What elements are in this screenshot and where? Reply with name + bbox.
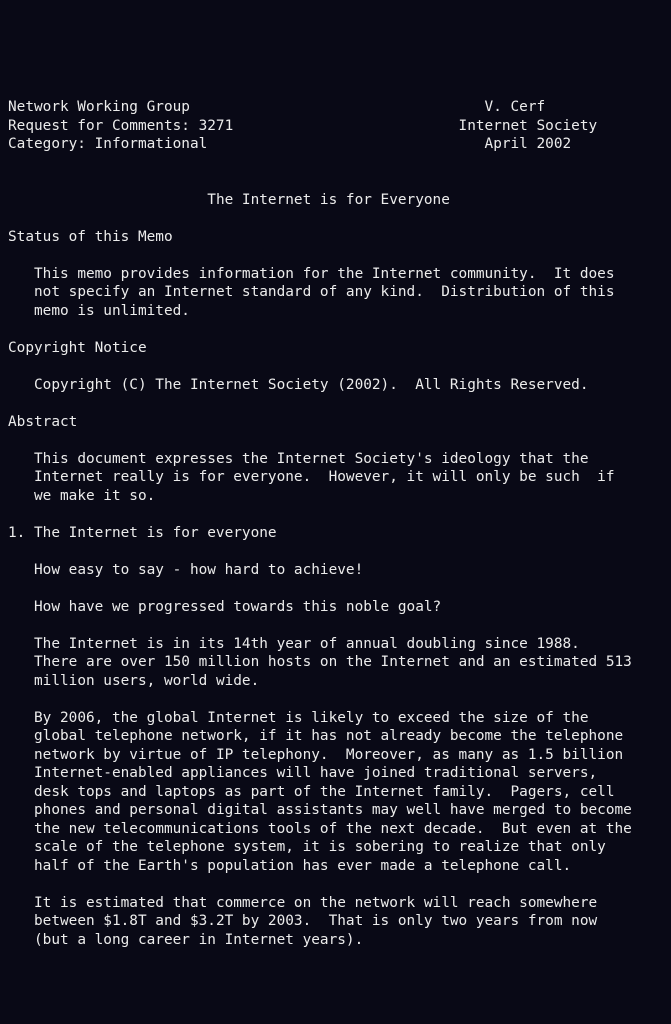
section-1-line: half of the Earth's population has ever made a telephone call. bbox=[34, 857, 572, 874]
section-1-line: There are over 150 million hosts on the Internet and an estimated 513 bbox=[34, 654, 632, 670]
header-right-3: April 2002 bbox=[484, 136, 572, 152]
section-1-line: million users, world wide. bbox=[34, 672, 260, 689]
section-1-line: Internet-enabled appliances will have joined traditional servers, bbox=[34, 765, 598, 781]
section-1-line: phones and personal digital assistants may well have merged to become bbox=[34, 802, 632, 818]
copyright-line: Copyright (C) The Internet Society (2002). All Rights Reserved. bbox=[34, 376, 589, 393]
section-1-line: network by virtue of IP telephony. Moreover, as many as 1.5 billion bbox=[34, 746, 624, 763]
abstract-heading: Abstract bbox=[8, 413, 78, 430]
section-1-line: How have we progressed towards this noble goal? bbox=[34, 598, 442, 615]
section-1-line: It is estimated that commerce on the network will reach somewhere bbox=[34, 894, 598, 911]
header-left-1: Network Working Group bbox=[8, 99, 190, 115]
abstract-line: we make it so. bbox=[34, 487, 156, 504]
header-left-2: Request for Comments: 3271 bbox=[8, 117, 234, 134]
abstract-line: Internet really is for everyone. However, it will only be such if bbox=[34, 469, 615, 485]
section-1-line: desk tops and laptops as part of the Internet family. Pagers, cell bbox=[34, 783, 615, 800]
header-right-1: V. Cerf bbox=[484, 99, 546, 115]
section-1-line: (but a long career in Internet years). bbox=[34, 931, 364, 948]
section-1-heading: 1. The Internet is for everyone bbox=[8, 524, 277, 541]
header-right-2: Internet Society bbox=[458, 117, 598, 134]
section-1-line: The Internet is in its 14th year of annual doubling since 1988. bbox=[34, 635, 580, 652]
document-title: The Internet is for Everyone bbox=[207, 191, 450, 208]
section-1-line: How easy to say - how hard to achieve! bbox=[34, 561, 364, 578]
header-left-3: Category: Informational bbox=[8, 136, 208, 152]
section-1-line: scale of the telephone system, it is sobering to realize that only bbox=[34, 839, 606, 855]
copyright-heading: Copyright Notice bbox=[8, 339, 147, 356]
status-heading: Status of this Memo bbox=[8, 228, 173, 245]
section-1-line: global telephone network, if it has not already become the telephone bbox=[34, 728, 624, 744]
section-1-line: By 2006, the global Internet is likely to exceed the size of the bbox=[34, 709, 589, 726]
section-1-line: between $1.8T and $3.2T by 2003. That is only two years from now bbox=[34, 913, 598, 929]
abstract-line: This document expresses the Internet Society's ideology that the bbox=[34, 450, 589, 467]
status-line: This memo provides information for the Internet community. It does bbox=[34, 265, 615, 282]
status-line: not specify an Internet standard of any kind. Distribution of this bbox=[34, 284, 615, 300]
status-line: memo is unlimited. bbox=[34, 302, 190, 319]
section-1-line: the new telecommunications tools of the next decade. But even at the bbox=[34, 820, 632, 837]
